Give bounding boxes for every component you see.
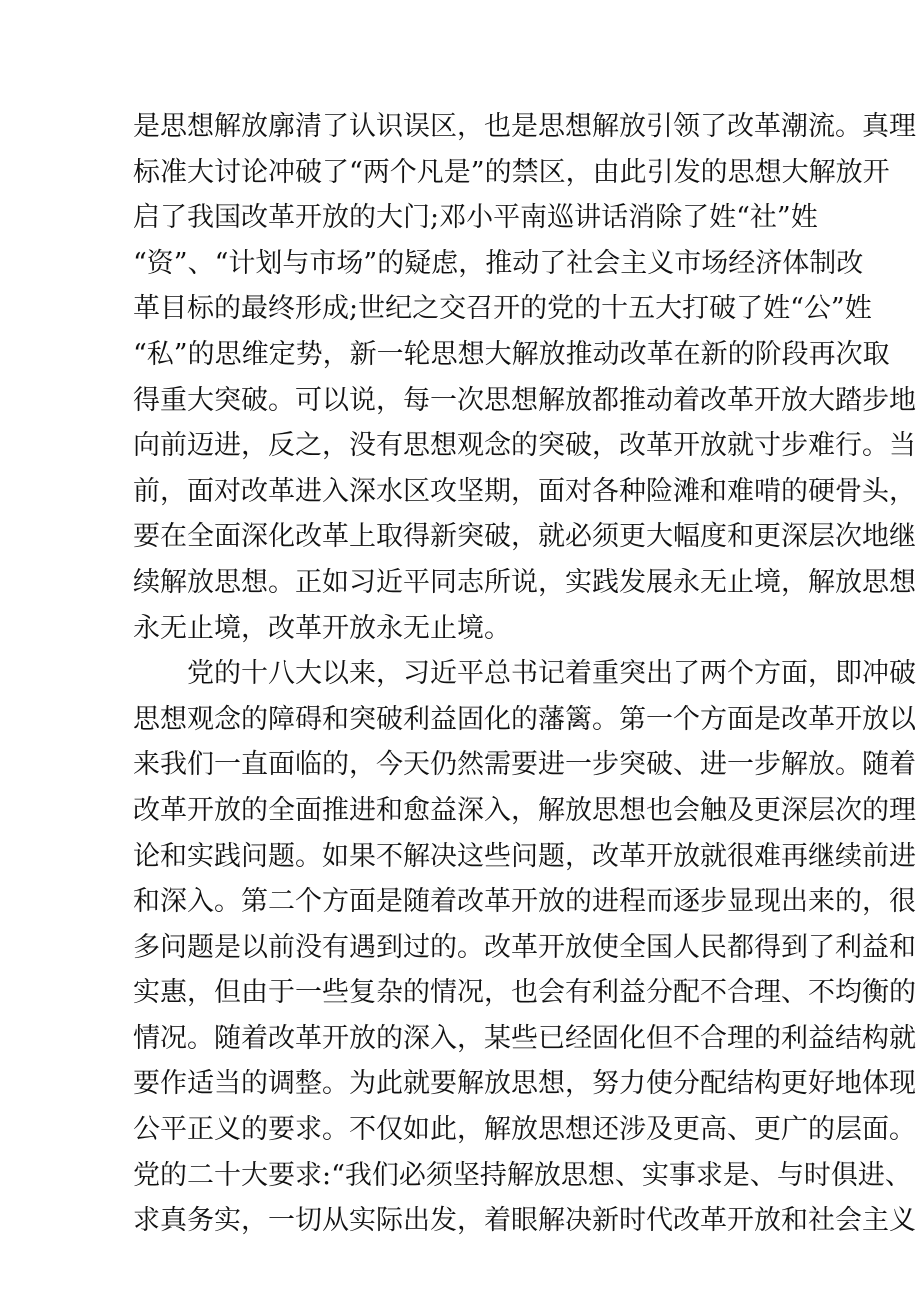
text-line: 实惠，但由于一些复杂的情况，也会有利益分配不合理、不均衡的 (133, 977, 916, 1009)
text-line: 永无止境，改革开放永无止境。 (133, 612, 511, 644)
text-line: 和深入。第二个方面是随着改革开放的进程而逐步显现出来的，很 (133, 886, 916, 918)
text-line: 改革开放的全面推进和愈益深入，解放思想也会触及更深层次的理 (133, 794, 916, 826)
text-line: 党的十八大以来，习近平总书记着重突出了两个方面，即冲破 (187, 658, 916, 690)
text-line: “私”的思维定势，新一轮思想大解放推动改革在新的阶段再次取 (133, 338, 890, 370)
text-line: 来我们一直面临的，今天仍然需要进一步突破、进一步解放。随着 (133, 749, 916, 781)
paragraph-1 (133, 104, 916, 651)
text-line: 是思想解放廓清了认识误区，也是思想解放引领了改革潮流。真理 (133, 111, 916, 142)
text-line: 前，面对改革进入深水区攻坚期，面对各种险滩和难啃的硬骨头， (133, 475, 916, 507)
text-line: 思想观念的障碍和突破利益固化的藩篱。第一个方面是改革开放以 (133, 703, 916, 735)
body-text (133, 104, 916, 1244)
text-line: 续解放思想。正如习近平同志所说，实践发展永无止境，解放思想 (133, 566, 916, 598)
text-line: “资”、“计划与市场”的疑虑，推动了社会主义市场经济体制改 (133, 247, 864, 279)
text-line: 要作适当的调整。为此就要解放思想，努力使分配结构更好地体现 (133, 1068, 916, 1100)
text-line: 求真务实，一切从实际出发，着眼解决新时代改革开放和社会主义 (133, 1205, 916, 1237)
text-line: 党的二十大要求:“我们必须坚持解放思想、实事求是、与时俱进、 (133, 1159, 912, 1191)
text-line: 情况。随着改革开放的深入，某些已经固化但不合理的利益结构就 (133, 1022, 916, 1054)
text-line: 论和实践问题。如果不解决这些问题，改革开放就很难再继续前进 (133, 840, 916, 872)
text-line: 标准大讨论冲破了“两个凡是”的禁区，由此引发的思想大解放开 (133, 156, 890, 188)
text-line: 向前迈进，反之，没有思想观念的突破，改革开放就寸步难行。当 (133, 430, 916, 462)
text-line: 多问题是以前没有遇到过的。改革开放使全国人民都得到了利益和 (133, 931, 916, 963)
paragraph-2 (133, 651, 916, 1244)
text-line: 启了我国改革开放的大门;邓小平南巡讲话消除了姓“社”姓 (133, 202, 818, 234)
text-line: 公平正义的要求。不仅如此，解放思想还涉及更高、更广的层面。 (133, 1114, 916, 1146)
text-line: 要在全面深化改革上取得新突破，就必须更大幅度和更深层次地继 (133, 521, 916, 553)
text-line: 革目标的最终形成;世纪之交召开的党的十五大打破了姓“公”姓 (133, 293, 872, 325)
text-line: 得重大突破。可以说，每一次思想解放都推动着改革开放大踏步地 (133, 384, 916, 416)
